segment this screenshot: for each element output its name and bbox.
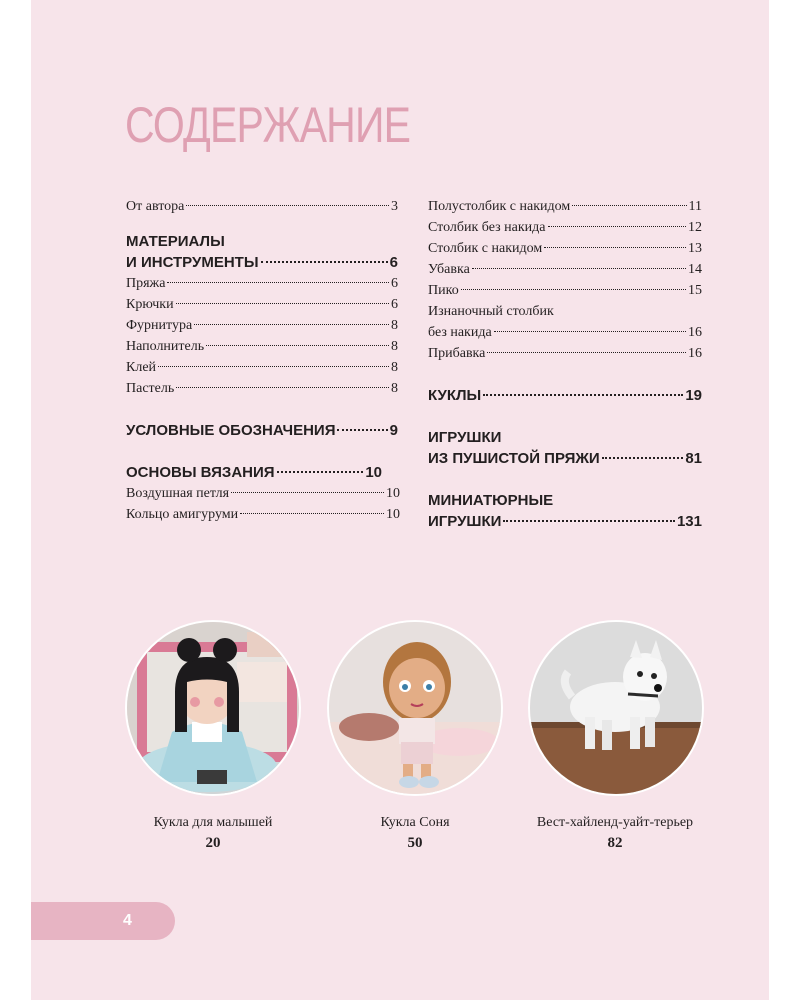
toc-entry[interactable] (126, 273, 398, 294)
baby-doll-photo[interactable] (125, 620, 301, 796)
toc-right-column (428, 196, 702, 532)
leader-dots (494, 331, 686, 332)
leader-dots (240, 513, 384, 514)
leader-dots (572, 205, 686, 206)
toc-entry-label: Воздушная петля (126, 486, 230, 501)
toc-entry-page: 14 (688, 262, 702, 277)
toc-entry[interactable] (126, 483, 400, 504)
featured-caption-page: 20 (205, 835, 221, 851)
featured-caption-title: Кукла для малышей (153, 815, 273, 830)
toc-entry-page: 8 (391, 318, 398, 333)
leader-dots (337, 429, 387, 431)
toc-section-heading[interactable] (126, 420, 398, 441)
toc-section-heading[interactable]: ИГРУШКИ (428, 429, 502, 446)
toc-entry[interactable] (428, 196, 702, 217)
toc-section-page: 19 (685, 387, 702, 404)
toc-entry[interactable] (126, 294, 398, 315)
toc-section-label: И ИНСТРУМЕНТЫ (126, 254, 259, 271)
featured-caption (103, 813, 323, 853)
toc-section-label: ИЗ ПУШИСТОЙ ПРЯЖИ (428, 450, 600, 467)
page-number-tab (31, 902, 175, 940)
terrier-photo[interactable] (528, 620, 704, 796)
leader-dots (472, 268, 686, 269)
featured-caption-page: 82 (607, 835, 623, 851)
leader-dots (602, 457, 684, 459)
sonya-doll-photo[interactable] (327, 620, 503, 796)
toc-entry-label: Пряжа (126, 276, 166, 291)
toc-entry-label: Столбик без накида (428, 220, 546, 235)
toc-entry[interactable] (126, 336, 398, 357)
toc-entry-label: Клей (126, 360, 157, 375)
leader-dots (544, 247, 686, 248)
toc-entry[interactable] (126, 315, 398, 336)
toc-left-column (126, 196, 398, 525)
toc-section-heading[interactable] (428, 385, 702, 406)
toc-entry-page: 8 (391, 339, 398, 354)
toc-entry-page: 15 (688, 283, 702, 298)
featured-caption-title: Вест-хайленд-уайт-терьер (536, 815, 694, 830)
leader-dots (503, 520, 675, 522)
toc-entry-label: Пико (428, 283, 459, 298)
leader-dots (548, 226, 687, 227)
leader-dots (487, 352, 686, 353)
toc-section-page: 9 (389, 422, 398, 439)
toc-section-heading[interactable] (126, 462, 382, 483)
toc-section-heading[interactable] (428, 448, 702, 469)
toc-entry-label: Кольцо амигуруми (126, 507, 239, 522)
toc-entry-page: 3 (391, 199, 398, 214)
toc-section-page: 10 (365, 464, 382, 481)
toc-entry[interactable] (126, 196, 398, 217)
toc-section-page: 6 (389, 254, 398, 271)
toc-entry-label[interactable]: Изнаночный столбик (428, 304, 554, 319)
toc-section-heading[interactable]: МИНИАТЮРНЫЕ (428, 492, 554, 509)
toc-entry[interactable] (428, 217, 702, 238)
leader-dots (186, 205, 389, 206)
toc-entry-page: 16 (688, 346, 702, 361)
leader-dots (158, 366, 389, 367)
toc-entry-label: От автора (126, 199, 185, 214)
toc-entry-label: Полустолбик с накидом (428, 199, 571, 214)
toc-entry-label: Убавка (428, 262, 470, 277)
toc-entry-page: 10 (386, 486, 400, 501)
toc-entry-label: Крючки (126, 297, 174, 312)
leader-dots (176, 387, 389, 388)
toc-entry[interactable] (126, 378, 398, 399)
toc-section-label: КУКЛЫ (428, 387, 482, 404)
toc-entry-page: 8 (391, 381, 398, 396)
leader-dots (206, 345, 389, 346)
leader-dots (231, 492, 384, 493)
featured-caption-page: 50 (407, 835, 423, 851)
toc-entry[interactable] (428, 238, 702, 259)
toc-entry-page: 6 (391, 297, 398, 312)
toc-entry-label: Прибавка (428, 346, 486, 361)
toc-section-label: ОСНОВЫ ВЯЗАНИЯ (126, 464, 275, 481)
toc-entry-label: Столбик с накидом (428, 241, 543, 256)
leader-dots (483, 394, 683, 396)
featured-caption-title: Кукла Соня (380, 815, 450, 830)
toc-entry[interactable] (428, 322, 702, 343)
toc-entry[interactable] (428, 343, 702, 364)
toc-section-heading[interactable] (126, 252, 398, 273)
toc-section-label: ИГРУШКИ (428, 513, 502, 530)
leader-dots (277, 471, 364, 473)
toc-entry-label: Фурнитура (126, 318, 193, 333)
toc-entry-page: 13 (688, 241, 702, 256)
leader-dots (461, 289, 686, 290)
toc-entry-page: 6 (391, 276, 398, 291)
toc-entry-page: 16 (688, 325, 702, 340)
toc-section-heading[interactable]: МАТЕРИАЛЫ (126, 233, 225, 250)
toc-entry[interactable] (428, 280, 702, 301)
toc-entry[interactable] (126, 357, 398, 378)
leader-dots (167, 282, 389, 283)
leader-dots (176, 303, 389, 304)
toc-entry-label: Пастель (126, 381, 175, 396)
toc-entry-page: 12 (688, 220, 702, 235)
toc-entry-label: без накида (428, 325, 492, 340)
toc-entry[interactable] (428, 259, 702, 280)
featured-caption (505, 813, 725, 853)
toc-entry-page: 8 (391, 360, 398, 375)
toc-entry-page: 11 (688, 199, 702, 214)
page-number: 4 (123, 912, 132, 929)
toc-entry-label: Наполнитель (126, 339, 205, 354)
featured-caption (305, 813, 525, 853)
toc-section-page: 131 (676, 513, 702, 530)
toc-section-heading[interactable] (428, 511, 702, 532)
toc-entry[interactable] (126, 504, 400, 525)
toc-section-label: УСЛОВНЫЕ ОБОЗНАЧЕНИЯ (126, 422, 336, 439)
leader-dots (261, 261, 388, 263)
toc-section-page: 81 (685, 450, 702, 467)
toc-entry-page: 10 (386, 507, 400, 522)
leader-dots (194, 324, 389, 325)
page-title: СОДЕРЖАНИЕ (125, 97, 411, 153)
